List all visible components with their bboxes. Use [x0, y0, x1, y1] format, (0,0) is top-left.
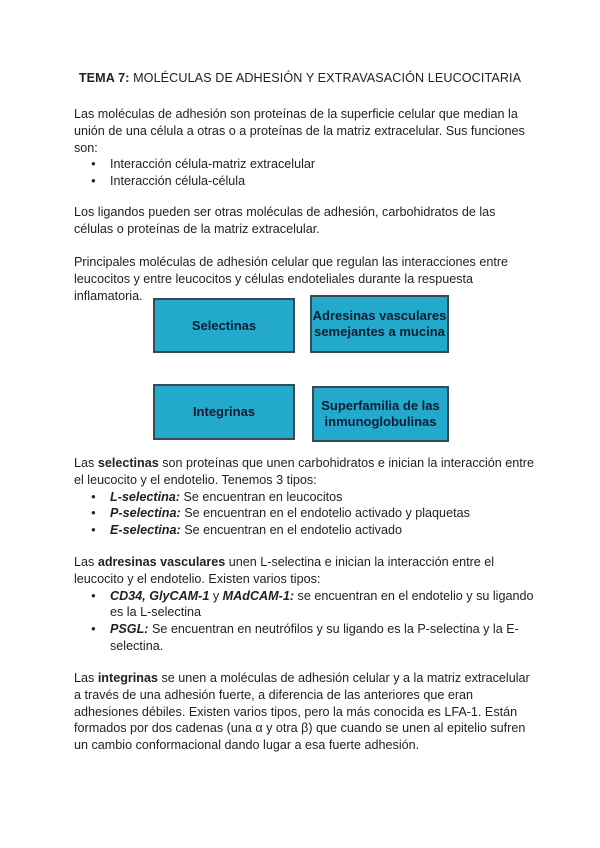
box-adresinas [310, 295, 449, 353]
functions-list [74, 156, 534, 190]
box-superfamilia-line2: inmunoglobulinas [324, 414, 437, 429]
box-superfamilia-line1: Superfamilia de las [321, 398, 440, 413]
box-adresinas-line1: Adresinas vasculares [312, 308, 447, 323]
ligands-paragraph: Los ligandos pueden ser otras moléculas de adhesión, carbohidratos de las células o proteínas de la matriz extracelular. [74, 205, 496, 236]
list-item: ● E-selectina: Se encuentran en el endotelio activado [74, 522, 534, 539]
adresinas-term: adresinas vasculares [97, 555, 226, 569]
adresinas-list [74, 588, 534, 655]
principal-paragraph: Principales moléculas de adhesión celular que regulan las interacciones entre leucocitos y entre leucocitos y células endoteliales durante la respuesta inflamatoria. [74, 255, 509, 303]
box-integrinas [153, 384, 295, 440]
integrinas-paragraph: Las integrinas se unen a moléculas de adhesión celular y a la matriz extracelular a través de una adhesión fuerte, a diferencia de las anteriores que eran adhesiones débiles. Existen varios tipos, pero la más conocida es LFA-1. Están formados por dos cadenas (una α y otra β) que cuando se unen al epitelio sufren un cambio conformacional dando lugar a esa fuerte adhesión. [74, 671, 530, 753]
box-selectinas [153, 298, 295, 353]
intro-section [74, 106, 534, 190]
list-item: ● P-selectina: Se encuentran en el endotelio activado y plaquetas [74, 505, 534, 522]
list-item: ● CD34, GlyCAM-1 y MAdCAM-1: se encuentran en el endotelio y su ligando es la L-selectina [74, 588, 534, 622]
list-item: ● PSGL: Se encuentran en neutrófilos y su ligando es la P-selectina y la E-selectina. [74, 621, 534, 655]
selectinas-paragraph: Las selectinas son proteínas que unen carbohidratos e inician la interacción entre el leucocito y el endotelio. Tenemos 3 tipos: [74, 456, 534, 487]
adresinas-paragraph: Las adresinas vasculares unen L-selectina e inician la interacción entre el leucocito y el endotelio. Existen varios tipos: [74, 555, 495, 586]
page-title [0, 71, 600, 85]
box-selectinas-label: Selectinas [191, 317, 257, 333]
selectinas-list [74, 489, 534, 539]
box-adresinas-line2: semejantes a mucina [314, 324, 445, 339]
list-item: ● Interacción célula-célula [74, 173, 534, 190]
title-text: MOLÉCULAS DE ADHESIÓN Y EXTRAVASACIÓN LEUCOCITARIA [129, 71, 522, 85]
title-prefix: TEMA 7: [78, 71, 130, 85]
list-item: ● Interacción célula-matriz extracelular [74, 156, 534, 173]
integrinas-term: integrinas [97, 671, 158, 685]
list-item: ● L-selectina: Se encuentran en leucocitos [74, 489, 534, 506]
intro-paragraph: Las moléculas de adhesión son proteínas de la superficie celular que median la unión de una célula a otras o a proteínas de la matriz extracelular. Sus funciones son: [74, 107, 525, 155]
selectinas-section [74, 455, 534, 539]
adresinas-section [74, 554, 534, 655]
principal-section [74, 254, 534, 304]
box-superfamilia [312, 386, 449, 442]
ligands-section [74, 204, 534, 238]
integrinas-section [74, 670, 534, 754]
selectinas-term: selectinas [97, 456, 159, 470]
box-integrinas-label: Integrinas [192, 404, 256, 419]
